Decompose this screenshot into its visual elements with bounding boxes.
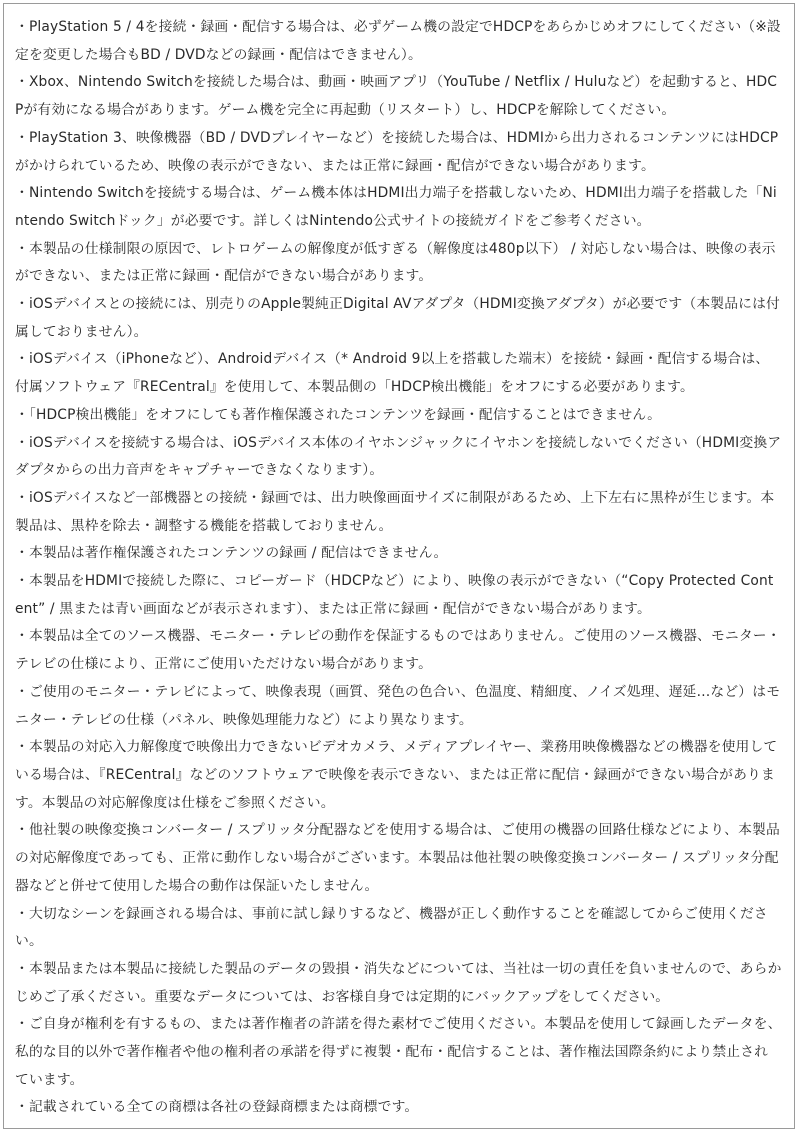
notice-item: ・PlayStation 3、映像機器（BD / DVDプレイヤーなど）を接続した場合は、HDMIから出力されるコンテンツにはHDCPがかけられているため、映像の表示ができない、または正常に録画・配信ができない場合があります。 (15, 129, 779, 174)
notice-item: ・ご使用のモニター・テレビによって、映像表現（画質、発色の色合い、色温度、精細度、ノイズ処理、遅延…など）はモニター・テレビの仕様（パネル、映像処理能力など）により異なります。 (15, 683, 781, 728)
notice-item: ・他社製の映像変換コンバーター / スプリッタ分配器などを使用する場合は、ご使用の機器の回路仕様などにより、本製品の対応解像度であっても、正常に動作しない場合がございます。本製品は他社製の映像変換コンバーター / スプリッタ分配器などと併せて使用した場合の動作は保証いたしません。 (15, 822, 780, 894)
notice-item: ・本製品をHDMIで接続した際に、コピーガード（HDCPなど）により、映像の表示ができない（“Copy Protected Content” / 黒または青い画面などが表示されます）、または正常に録画・配信ができない場合があります。 (15, 573, 774, 617)
notice-item: ・Nintendo Switchを接続する場合は、ゲーム機本体はHDMI出力端子を搭載しないため、HDMI出力端子を搭載した「Nintendo Switchドック」が必要です。詳しくはNintendo公式サイトの接続ガイドをご参考ください。 (15, 185, 777, 229)
notice-item: ・iOSデバイスとの接続には、別売りのApple製純正Digital AVアダプタ（HDMI変換アダプタ）が必要です（本製品には付属しておりません）。 (15, 296, 781, 340)
notice-item: ・本製品または本製品に接続した製品のデータの毀損・消失などについては、当社は一切の責任を負いませんので、あらかじめご了承ください。重要なデータについては、お客様自身では定期的にバックアップをしてください。 (15, 960, 782, 1005)
notice-item: ・記載されている全ての商標は各社の登録商標または商標です。 (15, 1099, 419, 1116)
notice-item: ・iOSデバイスなど一部機器との接続・録画では、出力映像画面サイズに制限があるため、上下左右に黒枠が生じます。本製品は、黒枠を除去・調整する機能を搭載しておりません。 (15, 489, 775, 534)
notice-list (4, 4, 794, 1122)
notice-item: ・大切なシーンを録画される場合は、事前に試し録りするなど、機器が正しく動作することを確認してからご使用ください。 (15, 905, 768, 950)
notice-item: ・本製品の仕様制限の原因で、レトロゲームの解像度が低すぎる（解像度は480p以下） / 対応しない場合は、映像の表示ができない、または正常に録画・配信ができない場合があります。 (15, 240, 776, 285)
notice-item: ・iOSデバイスを接続する場合は、iOSデバイス本体のイヤホンジャックにイヤホンを接続しないでください（HDMI変換アダプタからの出力音声をキャプチャーできなくなります）。 (15, 434, 782, 479)
notice-box (3, 3, 795, 1129)
notice-item: ・「HDCP検出機能」をオフにしても著作権保護されたコンテンツを録画・配信することはできません。 (15, 406, 662, 423)
notice-item: ・本製品は全てのソース機器、モニター・テレビの動作を保証するものではありません。ご使用のソース機器、モニター・テレビの仕様により、正常にご使用いただけない場合があります。 (15, 628, 781, 673)
notice-item: ・本製品の対応入力解像度で映像出力できないビデオカメラ、メディアプレイヤー、業務用映像機器などの機器を使用している場合は、『RECentral』などのソフトウェアで映像を表示できない、または正常に配信・録画ができない場合があります。本製品の対応解像度は仕様をご参照ください。 (15, 739, 778, 811)
notice-item: ・iOSデバイス（iPhoneなど）、Androidデバイス（* Android 9以上を搭載した端末）を接続・録画・配信する場合は、付属ソフトウェア『RECentral』を使用して、本製品側の「HDCP検出機能」をオフにする必要があります。 (15, 351, 770, 396)
notice-item: ・ご自身が権利を有するもの、または著作権者の許諾を得た素材でご使用ください。本製品を使用して録画したデータを、私的な目的以外で著作権者や他の権利者の承諾を得ずに複製・配布・配信することは、著作権法国際条約により禁止されています。 (15, 1016, 782, 1088)
notice-item: ・本製品は著作権保護されたコンテンツの録画 / 配信はできません。 (15, 545, 448, 562)
notice-item: ・PlayStation 5 / 4を接続・録画・配信する場合は、必ずゲーム機の設定でHDCPをあらかじめオフにしてください（※設定を変更した場合もBD / DVDなどの録画・配信はできません）。 (15, 19, 781, 63)
notice-item: ・Xbox、Nintendo Switchを接続した場合は、動画・映画アプリ（YouTube / Netflix / Huluなど）を起動すると、HDCPが有効になる場合があります。ゲーム機を完全に再起動（リスタート）し、HDCPを解除してください。 (15, 74, 778, 119)
